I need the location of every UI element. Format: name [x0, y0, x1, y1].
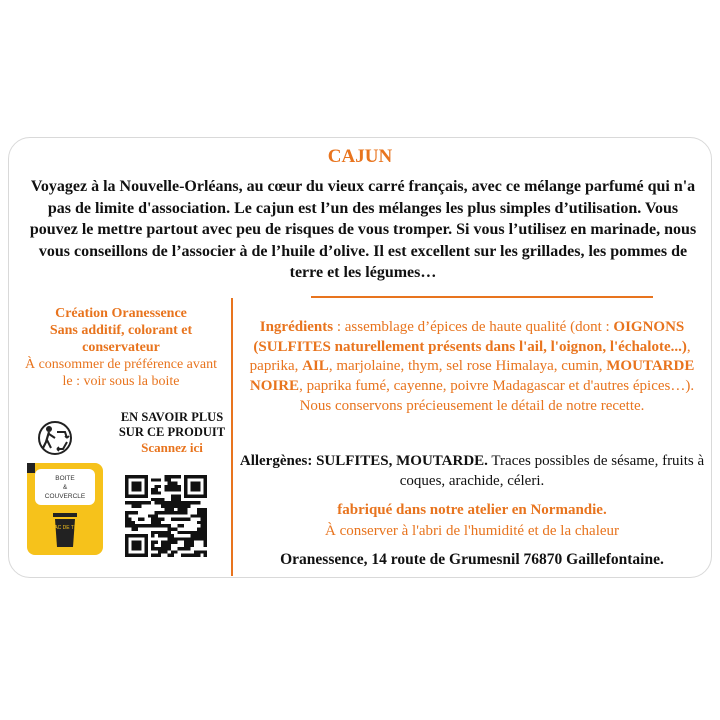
orange-divider — [311, 296, 653, 298]
ingredients-mustard: MOUTARDE NOIRE — [249, 358, 695, 395]
learn-more-line2: SUR CE PRODUIT — [118, 425, 226, 439]
allergens-text: Traces possibles de sésame, fruits à coques, arachide, céleri. — [399, 453, 705, 489]
company-address: Oranessence, 14 route de Grumesnil 76870 Gaillefontaine. — [280, 551, 664, 568]
product-title: CAJUN — [327, 146, 393, 167]
bin-text-1: BOITE — [55, 475, 75, 482]
left-info-column — [19, 305, 223, 390]
ingredients-label: Ingrédients — [259, 319, 334, 335]
ingredients-text-2: , paprika, — [249, 338, 691, 375]
recycling-bin-icon — [27, 463, 103, 555]
ingredients-garlic: AIL — [302, 358, 329, 375]
bin-sac-label: SAC DE TRI — [51, 525, 79, 531]
ingredients-text-3: , marjolaine, thym, sel rose Himalaya, cumin, — [328, 358, 607, 375]
bin-text-2: & — [62, 484, 68, 491]
origin-storage-block — [237, 500, 707, 542]
storage-text: À conserver à l'abri de l'humidité et de la chaleur — [324, 523, 620, 539]
ingredients-text-4: , paprika fumé, cayenne, poivre Madagascar et d'autres épices…). Nous conservons précieusement le détail de notre recette. — [299, 378, 695, 414]
no-additive-text: Sans additif, colorant et conservateur — [49, 323, 193, 355]
creation-text: Création Oranessence — [55, 306, 187, 321]
allergens-paragraph — [237, 452, 707, 491]
ingredients-paragraph — [237, 318, 707, 417]
allergens-bold: Allergènes: SULFITES, MOUTARDE. — [239, 453, 488, 469]
learn-more-line1: EN SAVOIR PLUS — [120, 410, 224, 424]
scan-here-text: Scannez ici — [141, 440, 203, 455]
bin-text-3: COUVERCLE — [44, 493, 86, 500]
learn-more-block — [113, 410, 231, 455]
ingredients-onions: OIGNONS (SULFITES naturellement présents dans l'ail, l'oignon, l'échalote...) — [253, 319, 687, 355]
made-in-normandy-text: fabriqué dans notre atelier en Normandie. — [337, 502, 607, 518]
vertical-divider — [231, 298, 233, 576]
best-before-text: À consommer de préférence avant le : voir sous la boite — [24, 357, 217, 389]
product-description: Voyagez à la Nouvelle-Orléans, au cœur du vieux carré français, avec ce mélange parfumé qui n'a pas de limite d'association. Le cajun est l’un des mélanges les plus simples d’utilisation. Vous pouvez le mettre partout avec peu de risques de vous tromper. Si vous l’utilisez en marinade, nous vous conseillons de l’associer à de l’huile d’olive. Il est excellent sur les grillades, les pommes de terre et les légumes… — [29, 178, 697, 281]
ingredients-text-1: : assemblage d’épices de haute qualité (dont : — [333, 319, 614, 335]
product-label-card — [8, 137, 712, 578]
qr-code[interactable] — [125, 475, 207, 557]
triman-recycle-icon — [35, 418, 75, 458]
